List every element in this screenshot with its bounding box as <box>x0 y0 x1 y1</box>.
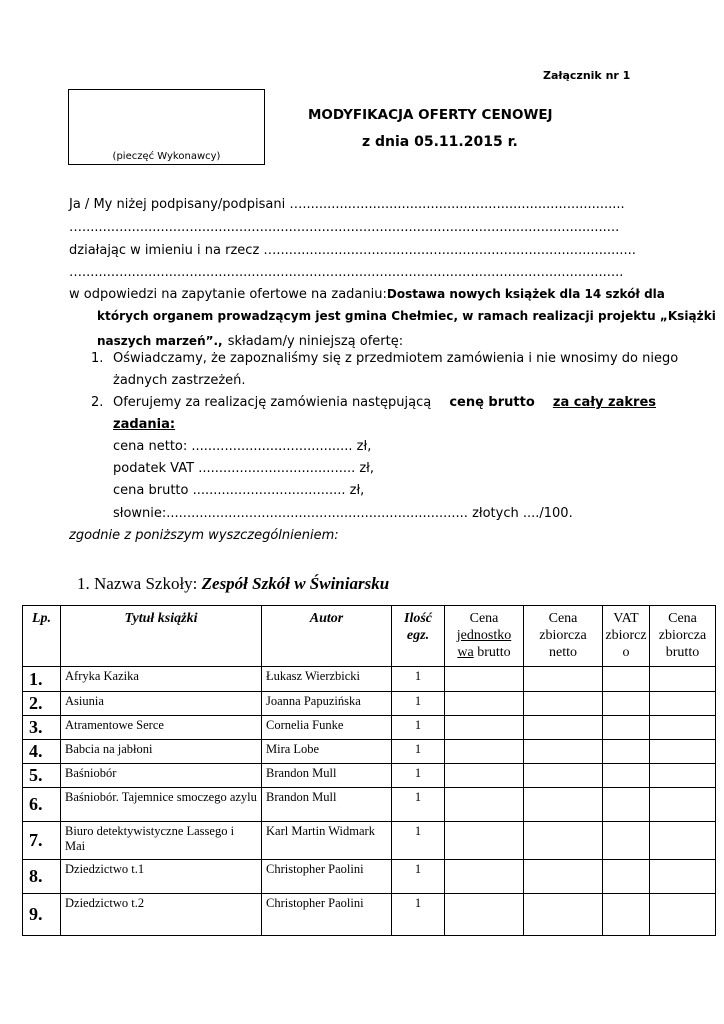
row-net-total[interactable] <box>524 716 603 740</box>
row-unit-price[interactable] <box>445 894 524 936</box>
stamp-caption: (pieczęć Wykonawcy) <box>112 151 221 162</box>
row-gross-total[interactable] <box>650 740 716 764</box>
row-qty: 1 <box>392 788 445 822</box>
row-qty: 1 <box>392 894 445 936</box>
dots-line-4: …................................................................................................................................... <box>69 265 624 280</box>
row-author: Karl Martin Widmark <box>262 822 392 860</box>
dots-line-2: ….................................................................................................................................. <box>69 220 620 235</box>
row-gross-total[interactable] <box>650 667 716 692</box>
header-vat-total: VAT zbiorcz o <box>603 606 650 667</box>
school-prefix: 1. Nazwa Szkoły: <box>77 574 198 593</box>
school-heading <box>77 574 389 594</box>
row-unit-price[interactable] <box>445 822 524 860</box>
table-row <box>23 822 716 860</box>
header-qty: Ilość egz. <box>392 606 445 667</box>
row-net-total[interactable] <box>524 740 603 764</box>
document-date: z dnia 05.11.2015 r. <box>362 134 518 150</box>
inquiry-task-a: Dostawa nowych książek dla 14 szkół dla <box>386 287 665 301</box>
row-title: Dziedzictwo t.2 <box>61 894 262 936</box>
row-net-total[interactable] <box>524 692 603 716</box>
row-vat-total[interactable] <box>603 692 650 716</box>
table-row <box>23 716 716 740</box>
row-title: Dziedzictwo t.1 <box>61 860 262 894</box>
detail-note: zgodnie z poniższym wyszczególnieniem: <box>69 528 339 543</box>
row-lp: 8. <box>23 860 61 894</box>
row-lp: 1. <box>23 667 61 692</box>
books-table <box>22 605 716 936</box>
row-author: Christopher Paolini <box>262 894 392 936</box>
item2-line <box>113 395 662 410</box>
row-vat-total[interactable] <box>603 716 650 740</box>
row-vat-total[interactable] <box>603 764 650 788</box>
row-title: Asiunia <box>61 692 262 716</box>
price-brutto: cena brutto ..................................... zł, <box>113 483 365 498</box>
row-gross-total[interactable] <box>650 860 716 894</box>
row-lp: 6. <box>23 788 61 822</box>
inquiry-line-3 <box>97 330 403 349</box>
row-author: Mira Lobe <box>262 740 392 764</box>
price-words: słownie:......................................................................... złotych ..../100. <box>113 506 573 521</box>
row-author: Joanna Papuzińska <box>262 692 392 716</box>
table-row <box>23 667 716 692</box>
inquiry-intro: w odpowiedzi na zapytanie ofertowe na zadaniu: <box>69 287 387 302</box>
table-row <box>23 860 716 894</box>
row-lp: 4. <box>23 740 61 764</box>
row-unit-price[interactable] <box>445 860 524 894</box>
row-vat-total[interactable] <box>603 894 650 936</box>
row-qty: 1 <box>392 716 445 740</box>
row-vat-total[interactable] <box>603 740 650 764</box>
row-title: Biuro detektywistyczne Lassego i Mai <box>61 822 262 860</box>
row-title: Atramentowe Serce <box>61 716 262 740</box>
item2-number: 2. <box>91 395 104 410</box>
signer-label: Ja / My niżej podpisany/podpisani <box>69 197 286 212</box>
row-author: Cornelia Funke <box>262 716 392 740</box>
inquiry-task-b: których organem prowadzącym jest gmina Chełmiec, w ramach realizacji projektu „Książki <box>97 309 716 323</box>
school-name: Zespół Szkół w Świniarsku <box>201 574 390 593</box>
acting-dots: …....................................................................................... <box>263 243 636 258</box>
price-netto: cena netto: ....................................... zł, <box>113 439 372 454</box>
signer-dots: ….............................................................................. <box>289 197 625 212</box>
row-net-total[interactable] <box>524 860 603 894</box>
header-author: Autor <box>262 606 392 667</box>
attachment-label: Załącznik nr 1 <box>543 69 631 82</box>
row-qty: 1 <box>392 692 445 716</box>
row-author: Brandon Mull <box>262 764 392 788</box>
row-gross-total[interactable] <box>650 764 716 788</box>
price-vat: podatek VAT ...................................... zł, <box>113 461 375 476</box>
row-author: Łukasz Wierzbicki <box>262 667 392 692</box>
item2-underline-2: zadania: <box>113 417 176 432</box>
row-qty: 1 <box>392 860 445 894</box>
item2-text: Oferujemy za realizację zamówienia następującą <box>113 395 432 410</box>
row-gross-total[interactable] <box>650 894 716 936</box>
inquiry-task-c: naszych marzeń”., <box>97 334 223 348</box>
row-vat-total[interactable] <box>603 667 650 692</box>
row-vat-total[interactable] <box>603 860 650 894</box>
table-row <box>23 764 716 788</box>
row-vat-total[interactable] <box>603 822 650 860</box>
row-lp: 2. <box>23 692 61 716</box>
header-gross-total: Cena zbiorcza brutto <box>650 606 716 667</box>
item2-bold: cenę brutto <box>449 395 535 410</box>
row-vat-total[interactable] <box>603 788 650 822</box>
row-gross-total[interactable] <box>650 822 716 860</box>
row-unit-price[interactable] <box>445 740 524 764</box>
row-unit-price[interactable] <box>445 667 524 692</box>
row-net-total[interactable] <box>524 822 603 860</box>
row-unit-price[interactable] <box>445 716 524 740</box>
row-author: Brandon Mull <box>262 788 392 822</box>
document-title: MODYFIKACJA OFERTY CENOWEJ <box>308 107 553 123</box>
table-row <box>23 740 716 764</box>
header-net-total: Cena zbiorcza netto <box>524 606 603 667</box>
signer-line <box>69 197 625 212</box>
header-unit-price: Cena jednostko wa brutto <box>445 606 524 667</box>
inquiry-line-1 <box>69 287 665 302</box>
inquiry-end: składam/y niniejszą ofertę: <box>227 334 404 349</box>
row-lp: 5. <box>23 764 61 788</box>
row-lp: 3. <box>23 716 61 740</box>
acting-line <box>69 243 636 258</box>
row-gross-total[interactable] <box>650 716 716 740</box>
item1-number: 1. <box>91 351 104 366</box>
header-lp: Lp. <box>23 606 61 667</box>
table-row <box>23 692 716 716</box>
row-net-total[interactable] <box>524 764 603 788</box>
acting-label: działając w imieniu i na rzecz <box>69 243 260 258</box>
row-author: Christopher Paolini <box>262 860 392 894</box>
table-header-row <box>23 606 716 667</box>
table-row <box>23 788 716 822</box>
row-unit-price[interactable] <box>445 692 524 716</box>
row-qty: 1 <box>392 740 445 764</box>
row-unit-price[interactable] <box>445 788 524 822</box>
row-net-total[interactable] <box>524 667 603 692</box>
item1-text-b: żadnych zastrzeżeń. <box>113 373 246 388</box>
row-lp: 9. <box>23 894 61 936</box>
item1-text-a: Oświadczamy, że zapoznaliśmy się z przedmiotem zamówienia i nie wnosimy do niego <box>113 351 679 366</box>
row-qty: 1 <box>392 822 445 860</box>
row-title: Baśniobór. Tajemnice smoczego azylu <box>61 788 262 822</box>
row-title: Baśniobór <box>61 764 262 788</box>
row-title: Afryka Kazika <box>61 667 262 692</box>
row-lp: 7. <box>23 822 61 860</box>
row-unit-price[interactable] <box>445 764 524 788</box>
row-qty: 1 <box>392 764 445 788</box>
row-gross-total[interactable] <box>650 788 716 822</box>
item2-underline: za cały zakres <box>552 395 656 410</box>
row-gross-total[interactable] <box>650 692 716 716</box>
row-title: Babcia na jabłoni <box>61 740 262 764</box>
row-qty: 1 <box>392 667 445 692</box>
row-net-total[interactable] <box>524 788 603 822</box>
header-title: Tytuł książki <box>61 606 262 667</box>
table-row <box>23 894 716 936</box>
row-net-total[interactable] <box>524 894 603 936</box>
contractor-stamp-box <box>68 89 265 165</box>
